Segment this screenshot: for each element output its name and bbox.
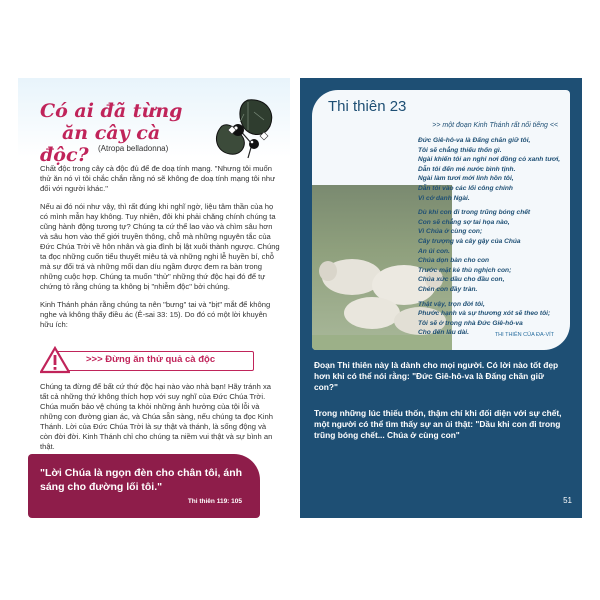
quote-text: "Lời Chúa là ngọn đèn cho chân tôi, ánh sáng cho đường lối tôi.": [40, 467, 243, 493]
psalm-line: Ngài làm tươi mới linh hồn tôi,: [418, 175, 514, 183]
left-page: [18, 78, 290, 518]
psalm-line: Chúa dọn bàn cho con: [418, 257, 490, 265]
psalm-line: Tôi sẽ ở trong nhà Đức Giê-hô-va: [418, 319, 523, 327]
psalm-line: Ngài khiến tôi an nghỉ nơi đồng cỏ xanh tươi,: [418, 156, 561, 164]
psalm-subtitle: >> một đoạn Kinh Thánh rất nổi tiếng <<: [432, 122, 558, 129]
warning-icon: [40, 346, 70, 374]
psalm-panel: [312, 90, 570, 350]
right-paragraph-2: Trong những lúc thiếu thốn, thậm chí khi đối diện với sự chết, một người có thể tìm thấy sự an ủi thật: "Dầu khi con đi trong trũng bóng chết... Chúa ở cùng con": [314, 408, 562, 440]
paragraph-1: Chất độc trong cây cà độc đủ để đe doạ tính mạng. "Nhưng tôi muốn thử ăn nó vì tôi chắc chắn rằng nó sẽ không đe doạ tính mạng tôi như đối với người khác.": [40, 164, 276, 193]
psalm-title: Thi thiên 23: [328, 98, 407, 115]
title-line-2: ăn cây cà độc?: [40, 122, 161, 166]
psalm-text: [418, 136, 568, 338]
psalm-line: Thật vậy, trọn đời tôi,: [418, 300, 485, 308]
psalm-line: Chén con đầy tràn.: [418, 285, 478, 293]
latin-name: (Atropa belladonna): [98, 144, 169, 153]
title-line-1: Có ai đã từng: [40, 100, 183, 122]
psalm-line: Phước hạnh và sự thương xót sẽ theo tôi;: [418, 310, 551, 318]
paragraph-2: Nếu ai đó nói như vậy, thì rất đúng khi nghĩ ngờ, liệu tâm thần của họ có mình mẫn hay không. Tuy nhiên, đôi khi phải chăng chính chúng ta cũng hành động tương tự? Chúng ta cứ thể lao vào và chìm sâu hơn và sâu hơn vào thế giới truyền thông, chỗ mà những nguyên tắc của Đức Chúa Trời về hôn nhân và gia đình bị lật xuôi thành ngược. Chúng ta đọc những cuốn tiểu thuyết miêu tả và những nghi lễ huyền bí, chỗ mà sự đổi trá và những mối dan díu ngầm được đem ra bàn trong những cuộc hợp. Chúng ta muốn "thử" những thứ độc hại đó để tự chứng tỏ rằng chúng ta không bị "nhiễm độc" bởi chúng.: [40, 202, 280, 291]
book-spread: [0, 78, 600, 518]
page-title: [40, 100, 200, 166]
warning-banner: [40, 346, 260, 374]
psalm-line: Con sẽ chẳng sợ tai họa nào,: [418, 218, 510, 226]
psalm-line: Đức Giê-hô-va là Đấng chăn giữ tôi,: [418, 137, 531, 144]
nightshade-illustration: [208, 92, 278, 164]
psalm-line: Vì cớ danh Ngài.: [418, 194, 470, 202]
warning-text: >>> Đừng ăn thử quả cà độc: [86, 354, 216, 365]
paragraph-4: Chúng ta đừng để bất cứ thứ độc hại nào vào nhà bạn! Hãy tránh xa tất cả những thứ không thích hợp với suy nghĩ của Đức Chúa Trời. Chúa muốn bảo vệ chúng ta khỏi những ảnh hưởng của tội lỗi và những con đường gian ác, và Chúa sẵn sàng, nếu chúng ta đọc Kinh Thánh. Lời của Đức Chúa Trời là sự thật và thánh, là sống động và còn đời đời. Kinh Thánh chỉ cho chúng ta niềm vui thật và sự bình an thật.: [40, 382, 273, 451]
right-paragraph-1: Đoạn Thi thiên này là dành cho mọi người. Có lời nào tốt đẹp hơn khi có thể nói rằng: "Đức Giê-hô-va là Đấng chăn giữ con?": [314, 360, 559, 392]
psalm-line: Tôi sẽ chẳng thiếu thốn gì.: [418, 146, 502, 154]
psalm-line: Dẫn tôi vào các lối công chính: [418, 184, 513, 192]
psalm-line: Trước mặt kẻ thù nghịch con;: [418, 266, 512, 274]
right-page: [300, 78, 582, 518]
psalm-line: Dù khi con đi trong trũng bóng chết: [418, 209, 531, 217]
paragraph-3: Kinh Thánh phán rằng chúng ta nên "bưng" tai và "bịt" mắt để không nghe và không thấy điều ác (Ê-sai 33: 15). Do đó có một lời khuyên hữu ích:: [40, 300, 271, 329]
psalm-line: Cho đến lâu dài.: [418, 329, 469, 337]
page-number: 51: [563, 496, 572, 505]
psalm-line: Dẫn tôi đến mé nước bình tịnh.: [418, 165, 516, 173]
psalm-line: Cây trượng và cây gậy của Chúa: [418, 237, 521, 245]
psalm-attribution: THI THIÊN CỦA ĐA-VÍT: [494, 332, 554, 338]
bible-quote-box: [28, 454, 260, 518]
quote-reference: Thi thiên 119: 105: [187, 498, 242, 505]
psalm-line: Vì Chúa ở cùng con;: [418, 228, 483, 236]
psalm-line: An ủi con.: [418, 247, 450, 255]
psalm-line: Chúa xức dầu cho đầu con,: [418, 276, 505, 284]
